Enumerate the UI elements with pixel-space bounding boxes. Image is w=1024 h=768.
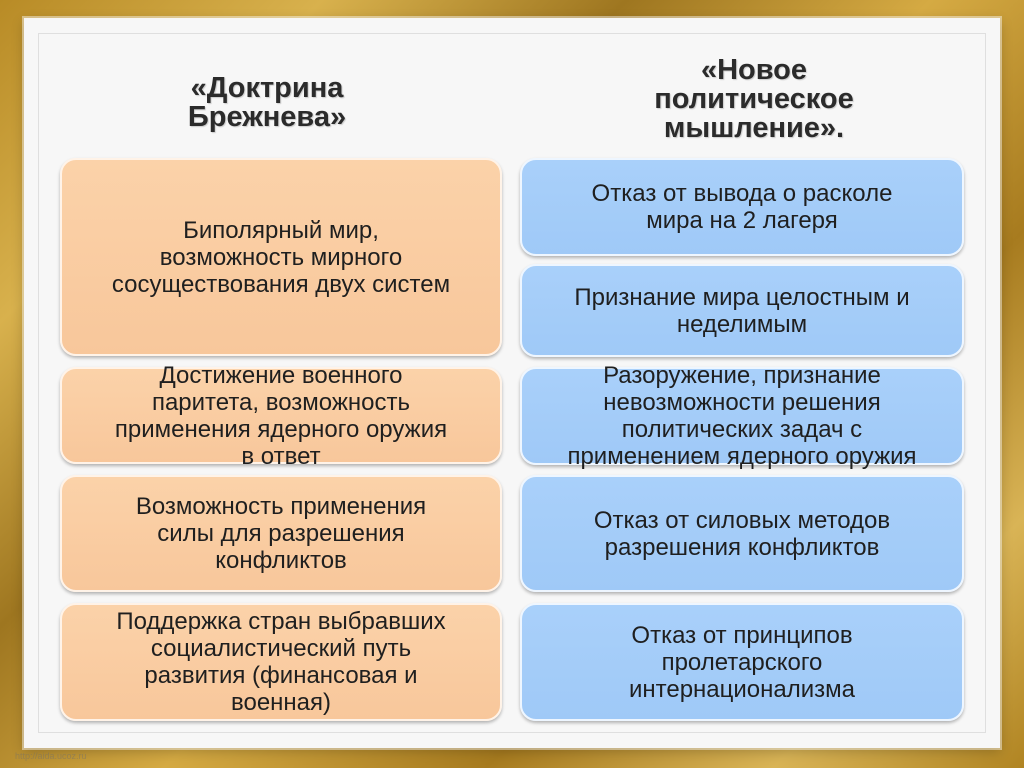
footer-url: http://aida.ucoz.ru <box>15 751 87 761</box>
left-item-support-socialist-countries <box>60 603 502 721</box>
new-political-thinking-title <box>609 56 899 143</box>
right-item-rejection-split-world <box>520 158 964 256</box>
right-item-disarmament <box>520 362 964 470</box>
right-item-text: Отказ от вывода о расколе мира на 2 лагеря <box>591 180 893 234</box>
slide-panel <box>24 18 1000 748</box>
right-item-text: Признание мира целостным и неделимым <box>574 283 910 338</box>
left-item-text: Поддержка стран выбравших социалистический путь развития (финансовая и военная) <box>116 608 446 716</box>
left-item-bipolar-world <box>60 158 502 356</box>
left-item-military-parity <box>60 361 502 470</box>
left-item-text: Биполярный мир, возможность мирного сосуществования двух систем <box>111 216 451 298</box>
right-item-integral-world <box>520 264 964 357</box>
right-item-rejection-force <box>520 475 964 592</box>
new-political-thinking-title-text: «Новое политическое мышление». <box>654 54 854 144</box>
right-item-text: Отказ от принципов пролетарского интернационализма <box>628 621 856 703</box>
right-item-text: Отказ от силовых методов разрешения конфликтов <box>593 506 891 561</box>
left-item-text: Достижение военного паритета, возможность применения ядерного оружия в ответ <box>114 361 448 470</box>
brezhnev-doctrine-title <box>152 74 382 132</box>
left-item-use-of-force <box>60 475 502 592</box>
right-item-rejection-proletarian-internationalism <box>520 603 964 721</box>
brezhnev-doctrine-title-text: «Доктрина Брежнева» <box>187 72 347 133</box>
right-item-text: Разоружение, признание невозможности решения политических задач с применением ядерного оружия <box>567 362 917 470</box>
left-item-text: Возможность применения силы для разрешения конфликтов <box>135 493 427 574</box>
